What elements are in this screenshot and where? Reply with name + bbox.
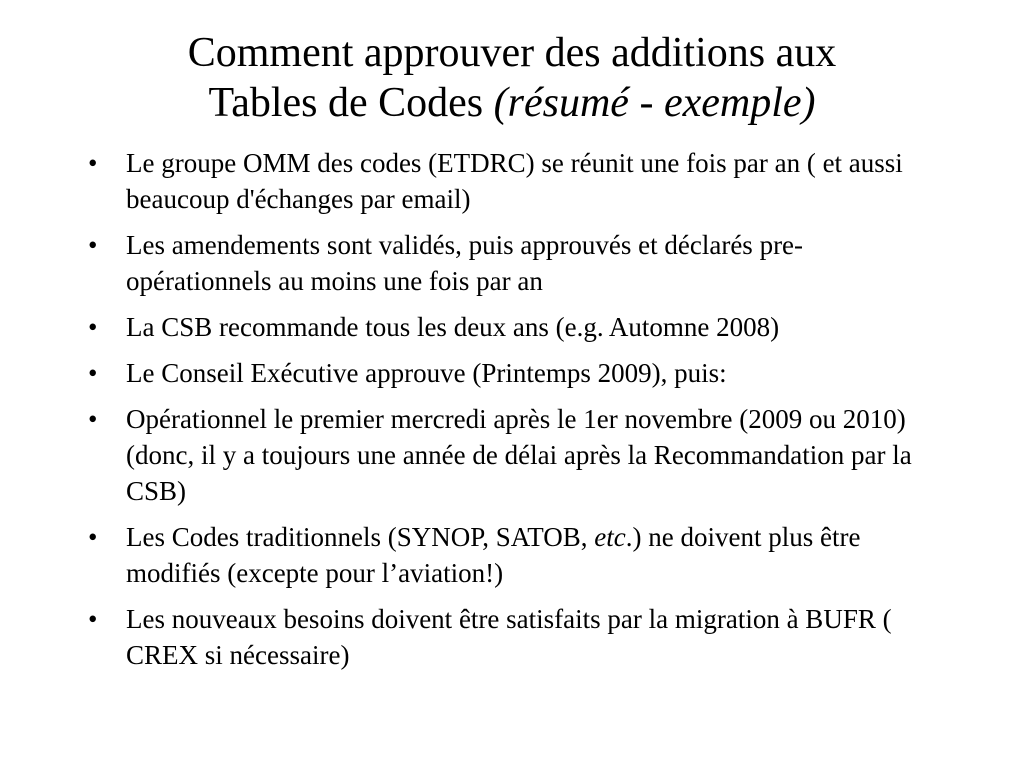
bullet-text: Les amendements sont validés, puis approuvés et déclarés pre-opérationnels au moins une fois par an <box>126 230 804 296</box>
list-item <box>88 355 948 391</box>
bullet-icon: • <box>88 404 98 434</box>
bullet-icon: • <box>88 604 98 634</box>
bullet-text <box>126 522 860 588</box>
title-line-1: Comment approuver des additions aux <box>187 30 837 76</box>
bullet-text: La CSB recommande tous les deux ans (e.g. Automne 2008) <box>126 312 780 342</box>
list-item <box>88 519 948 591</box>
list-item <box>88 227 948 299</box>
title-line-2 <box>60 78 964 128</box>
bullet-text-before: Les Codes traditionnels (SYNOP, SATOB, <box>126 522 595 552</box>
title-separator: - <box>628 80 664 126</box>
slide-title <box>60 28 964 128</box>
bullet-text: Le Conseil Exécutive approuve (Printemps 2009), puis: <box>126 358 727 388</box>
bullet-text-after: .) ne doivent plus être modifiés (excepte pour l’aviation!) <box>126 522 861 588</box>
bullet-icon: • <box>88 522 98 552</box>
list-item <box>88 309 948 345</box>
list-item <box>88 145 948 217</box>
list-item <box>88 401 948 509</box>
bullet-text: Les nouveaux besoins doivent être satisfaits par la migration à BUFR ( CREX si nécessaire) <box>126 604 892 670</box>
bullet-list <box>88 145 948 683</box>
bullet-text-italic-etc: etc <box>594 522 626 552</box>
bullet-icon: • <box>88 230 98 260</box>
bullet-icon: • <box>88 148 98 178</box>
title-line-2-text: Tables de Codes <box>208 80 494 126</box>
bullet-icon: • <box>88 312 98 342</box>
list-item <box>88 601 948 673</box>
bullet-text: Opérationnel le premier mercredi après le 1er novembre (2009 ou 2010) (donc, il y a toujours une année de délai après la Recommandation par la CSB) <box>126 404 912 506</box>
title-italic-resume: (résumé <box>493 80 629 126</box>
bullet-icon: • <box>88 358 98 388</box>
title-italic-exemple: exemple) <box>663 80 816 126</box>
bullet-text: Le groupe OMM des codes (ETDRC) se réunit une fois par an ( et aussi beaucoup d'échanges par email) <box>126 148 903 214</box>
